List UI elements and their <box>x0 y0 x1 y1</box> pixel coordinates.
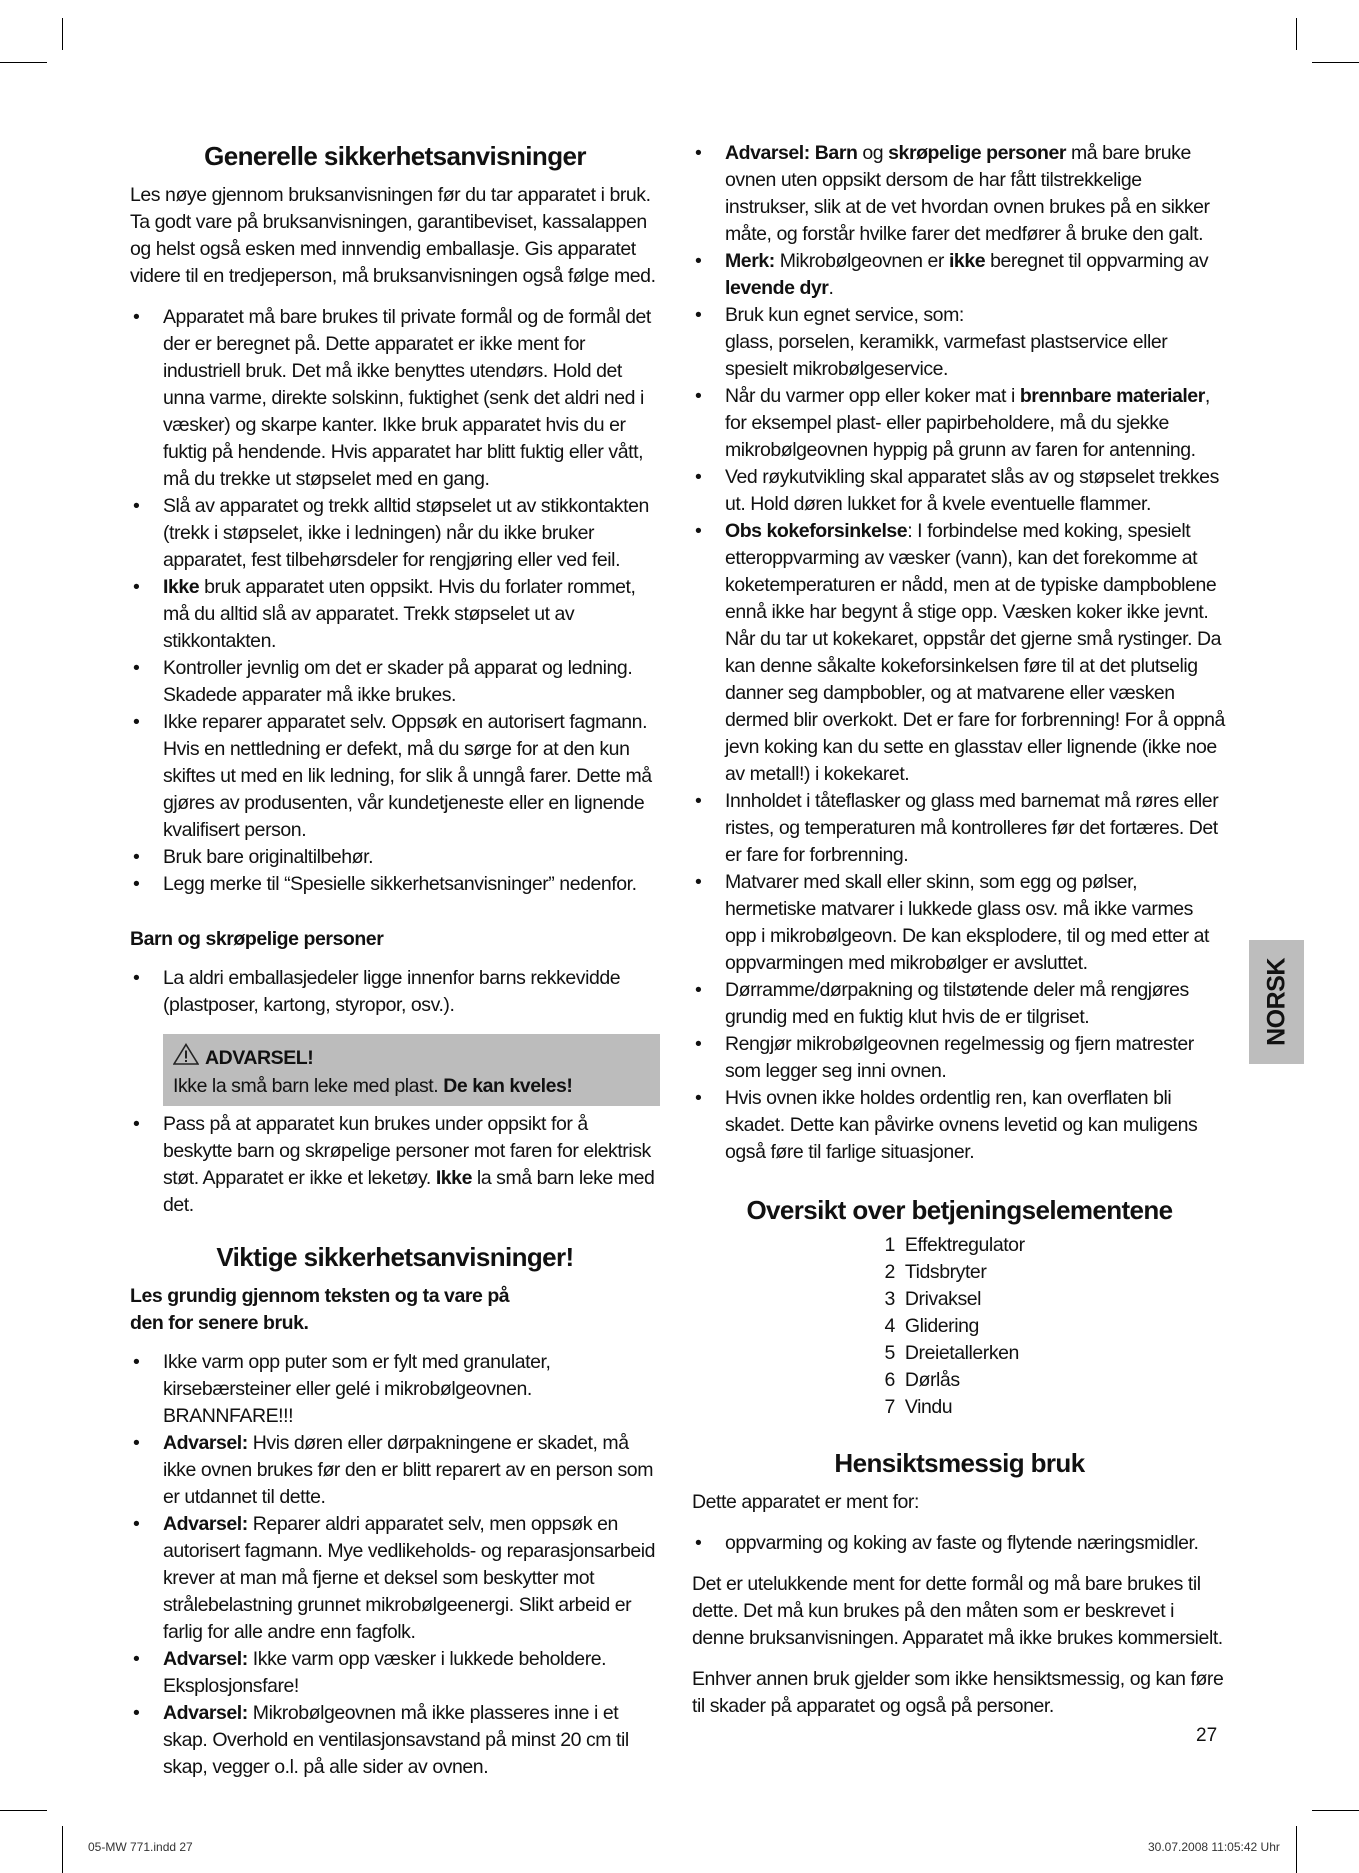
control-item <box>885 1313 1035 1340</box>
control-label: Vindu <box>904 1396 953 1418</box>
right-column <box>692 140 1227 1720</box>
control-item <box>885 1394 1035 1421</box>
control-label: Dørlås <box>904 1369 960 1391</box>
control-number: 6 <box>884 1369 895 1391</box>
intended-use-paragraph: Det er utelukkende ment for dette formål og må bare brukes til dette. Det må kun brukes på den måten som er beskrevet i denne bruksanvisningen. Apparatet må ikke brukes kommersielt. <box>692 1573 1223 1649</box>
list-item: • Merk: Mikrobølgeovnen er ikke beregnet til oppvarming av levende dyr. <box>692 248 1227 302</box>
list-item: • Obs kokeforsinkelse: I forbindelse med koking, spesielt etteroppvarming av væsker (vann), kan det forekomme at koketemperaturen er nådd, men at de typiske dampboblene ennå ikke har begynt å stige opp. Væsken koker ikke jevnt. Når du tar ut kokekaret, oppstår det gjerne små rystinger. Da kan denne såkalte kokeforsinkelsen føre til at det plutselig danner seg dampbobler, og at matvarene eller væsken dermed blir overkokt. Det er fare for forbrenning! For å oppnå jevn koking kan du sette en glasstav eller lignende (ikke noe av metall!) i kokekaret. <box>692 518 1227 788</box>
control-item <box>885 1340 1035 1367</box>
control-label: Effektregulator <box>904 1234 1025 1256</box>
footer-timestamp: 30.07.2008 11:05:42 Uhr <box>1148 1840 1280 1854</box>
list-item: • Hvis ovnen ikke holdes ordentlig ren, kan overflaten bli skadet. Dette kan påvirke ovnens levetid og kan muligens også føre til farlige situasjoner. <box>692 1085 1227 1166</box>
list-item: • Ved røykutvikling skal apparatet slås av og støpselet trekkes ut. Hold døren lukket for å kvele eventuelle flammer. <box>692 464 1227 518</box>
section-title-controls: Oversikt over betjeningselementene <box>746 1195 1173 1225</box>
control-label: Glidering <box>904 1315 979 1337</box>
crop-mark <box>0 62 47 63</box>
important-safety-list <box>130 1349 660 1781</box>
children-list <box>130 965 660 1019</box>
microwave-safety-list <box>692 140 1227 1166</box>
page-number: 27 <box>1196 1725 1218 1746</box>
list-item: • Advarsel: Ikke varm opp væsker i lukkede beholdere. Eksplosjonsfare! <box>130 1646 660 1700</box>
section-title-general-safety: Generelle sikkerhetsanvisninger <box>204 141 586 171</box>
control-item <box>885 1286 1035 1313</box>
list-item: • Advarsel: Mikrobølgeovnen må ikke plasseres inne i et skap. Overhold en ventilasjonsavstand på minst 20 cm til skap, vegger o.l. på alle sider av ovnen. <box>130 1700 660 1781</box>
control-number: 2 <box>884 1261 895 1283</box>
control-item <box>885 1367 1035 1394</box>
list-item: • Ikke bruk apparatet uten oppsikt. Hvis du forlater rommet, må du alltid slå av apparatet. Trekk støpselet ut av stikkontakten. <box>130 574 660 655</box>
list-item: • Dørramme/dørpakning og tilstøtende deler må rengjøres grundig med en fuktig klut hvis de er tilgriset. <box>692 977 1227 1031</box>
left-column <box>130 140 660 1781</box>
list-item: • Kontroller jevnlig om det er skader på apparat og ledning. Skadede apparater må ikke brukes. <box>130 655 660 709</box>
list-item: • Legg merke til “Spesielle sikkerhetsanvisninger” nedenfor. <box>130 871 660 898</box>
list-item: • Matvarer med skall eller skinn, som egg og pølser, hermetiske matvarer i lukkede glass osv. må ikke varmes opp i mikrobølgeovn. De kan eksplodere, til og med etter at oppvarmingen med mikrobølger er avsluttet. <box>692 869 1227 977</box>
list-item: • La aldri emballasjedeler ligge innenfor barns rekkevidde (plastposer, kartong, styropor, osv.). <box>130 965 660 1019</box>
important-safety-lead: Les grundig gjennom teksten og ta vare på den for senere bruk. <box>130 1285 510 1334</box>
crop-mark <box>62 1826 63 1873</box>
list-item: • Rengjør mikrobølgeovnen regelmessig og fjern matrester som legger seg inni ovnen. <box>692 1031 1227 1085</box>
control-number: 5 <box>884 1342 895 1364</box>
list-item: • Ikke reparer apparatet selv. Oppsøk en autorisert fagmann. Hvis en nettledning er defekt, må du sørge for at den kun skiftes ut med en lik ledning, for slik å unngå farer. Dette må gjøres av produsenten, vår kundetjeneste eller en lignende kvalifisert person. <box>130 709 660 844</box>
language-tab: NORSK <box>1249 940 1304 1064</box>
control-number: 4 <box>884 1315 895 1337</box>
list-item: • Slå av apparatet og trekk alltid støpselet ut av stikkontakten (trekk i støpselet, ikke i ledningen) når du ikke bruker apparatet, fest tilbehørsdeler for rengjøring eller ved feil. <box>130 493 660 574</box>
intended-use-list <box>692 1530 1227 1557</box>
subheading-children: Barn og skrøpelige personer <box>130 928 384 950</box>
supervision-list <box>130 1111 660 1219</box>
intended-use-intro: Dette apparatet er ment for: <box>692 1491 919 1513</box>
crop-mark <box>1296 1826 1297 1873</box>
intro-paragraph: Les nøye gjennom bruksanvisningen før du tar apparatet i bruk. Ta godt vare på bruksanvisningen, garantibeviset, kassalappen og helst også esken med innvendig emballasje. Gis apparatet videre til en tredjeperson, må bruksanvisningen også følge med. <box>130 184 656 287</box>
list-item: • Pass på at apparatet kun brukes under oppsikt for å beskytte barn og skrøpelige personer mot faren for elektrisk støt. Apparatet er ikke et leketøy. Ikke la små barn leke med det. <box>130 1111 660 1219</box>
list-item: • Bruk kun egnet service, som: glass, porselen, keramikk, varmefast plastservice eller spesielt mikrobølgeservice. <box>692 302 1227 383</box>
crop-mark <box>1312 62 1359 63</box>
warning-box <box>163 1034 660 1106</box>
control-label: Drivaksel <box>904 1288 982 1310</box>
control-label: Tidsbryter <box>904 1261 987 1283</box>
list-item: • Advarsel: Hvis døren eller dørpakningene er skadet, må ikke ovnen brukes før den er blitt reparert av en person som er utdannet til dette. <box>130 1430 660 1511</box>
warning-heading: ADVARSEL! <box>173 1043 652 1073</box>
control-number: 7 <box>884 1396 895 1418</box>
footer-file: 05-MW 771.indd 27 <box>88 1840 193 1854</box>
list-item: • oppvarming og koking av faste og flytende næringsmidler. <box>692 1530 1227 1557</box>
intended-use-paragraph: Enhver annen bruk gjelder som ikke hensiktsmessig, og kan føre til skader på apparatet og også på personer. <box>692 1668 1224 1717</box>
crop-mark <box>0 1810 47 1811</box>
list-item: • Når du varmer opp eller koker mat i brennbare materialer, for eksempel plast- eller papirbeholdere, må du sjekke mikrobølgeovnen hyppig på grunn av faren for antenning. <box>692 383 1227 464</box>
controls-list <box>885 1232 1035 1421</box>
control-item <box>885 1232 1035 1259</box>
control-number: 1 <box>884 1234 895 1256</box>
general-safety-list <box>130 304 660 898</box>
list-item: • Ikke varm opp puter som er fylt med granulater, kirsebærsteiner eller gelé i mikrobølgeovnen. BRANNFARE!!! <box>130 1349 660 1430</box>
control-item <box>885 1259 1035 1286</box>
list-item: • Advarsel: Barn og skrøpelige personer må bare bruke ovnen uten oppsikt dersom de har fått tilstrekkelige instrukser, slik at de vet hvordan ovnen brukes på en sikker måte, og forstår hvilke farer det medfører å bruke den galt. <box>692 140 1227 248</box>
list-item: • Bruk bare originaltilbehør. <box>130 844 660 871</box>
warning-triangle-icon <box>173 1043 199 1073</box>
control-label: Dreietallerken <box>904 1342 1019 1364</box>
section-title-intended-use: Hensiktsmessig bruk <box>834 1448 1085 1478</box>
crop-mark <box>62 18 63 50</box>
warning-text: Ikke la små barn leke med plast. De kan kveles! <box>173 1075 573 1097</box>
section-title-important-safety: Viktige sikkerhetsanvisninger! <box>216 1242 574 1272</box>
list-item: • Advarsel: Reparer aldri apparatet selv, men oppsøk en autorisert fagmann. Mye vedlikeholds- og reparasjonsarbeid krever at man må fjerne et deksel som beskytter mot strålebelastning grunnet mikrobølgeenergi. Slikt arbeid er farlig for alle andre enn fagfolk. <box>130 1511 660 1646</box>
crop-mark <box>1296 18 1297 50</box>
list-item: • Innholdet i tåteflasker og glass med barnemat må røres eller ristes, og temperaturen må kontrolleres før det fortæres. Det er fare for forbrenning. <box>692 788 1227 869</box>
control-number: 3 <box>884 1288 895 1310</box>
crop-mark <box>1312 1810 1359 1811</box>
list-item: • Apparatet må bare brukes til private formål og de formål det der er beregnet på. Dette apparatet er ikke ment for industriell bruk. Det må ikke benyttes utendørs. Hold det unna varme, direkte solskinn, fuktighet (senk det aldri ned i væsker) og skarpe kanter. Ikke bruk apparatet hvis du er fuktig på hendende. Hvis apparatet har blitt fuktig eller vått, må du trekke ut støpselet med en gang. <box>130 304 660 493</box>
